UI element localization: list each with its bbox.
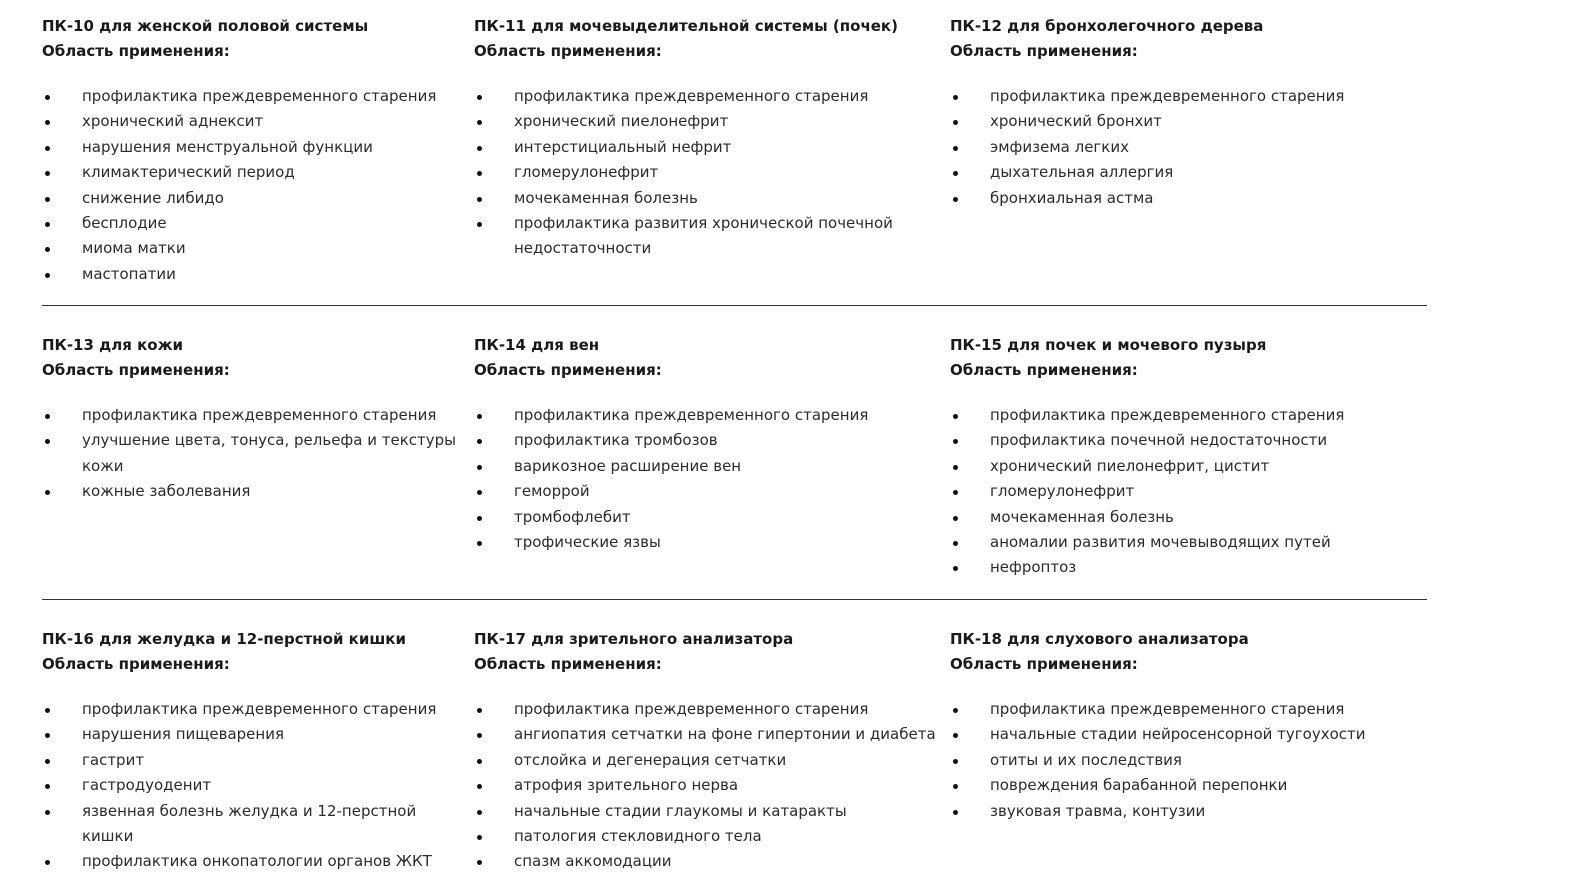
list-item bbox=[474, 722, 946, 747]
list-item bbox=[950, 722, 1420, 747]
list-item-text: снижение либидо bbox=[82, 188, 224, 207]
bullet-icon bbox=[953, 171, 958, 176]
bullet-icon bbox=[477, 465, 482, 470]
list-item-text: спазм аккомодации bbox=[514, 852, 672, 871]
list-item bbox=[474, 799, 946, 824]
list-item-text: тромбофлебит bbox=[514, 507, 631, 526]
bullet-icon bbox=[45, 120, 50, 125]
bullet-icon bbox=[45, 414, 50, 419]
list-item-text: бронхиальная астма bbox=[990, 188, 1154, 207]
bullet-icon bbox=[477, 708, 482, 713]
list-item-text: геморрой bbox=[514, 482, 590, 501]
list-item-text: профилактика онкопатологии органов ЖКТ bbox=[82, 852, 432, 871]
bullet-icon bbox=[477, 733, 482, 738]
list-item bbox=[950, 799, 1420, 824]
list-item-text: профилактика тромбозов bbox=[514, 431, 718, 450]
list-item bbox=[42, 262, 467, 287]
list-item-text: дыхательная аллергия bbox=[990, 163, 1174, 182]
list-item bbox=[950, 84, 1420, 109]
section-title: ПК-10 для женской половой системы bbox=[42, 17, 369, 35]
list-item-text: нефроптоз bbox=[990, 558, 1077, 577]
list-item-text: профилактика преждевременного старения bbox=[990, 700, 1345, 718]
list-item-text: хронический бронхит bbox=[990, 112, 1162, 131]
list-item bbox=[474, 505, 946, 530]
list-item-text: гломерулонефрит bbox=[514, 163, 659, 182]
list-item bbox=[474, 824, 946, 849]
bullet-icon bbox=[953, 566, 958, 571]
list-item-text: профилактика преждевременного старения bbox=[514, 406, 869, 424]
list-item bbox=[950, 109, 1420, 134]
list-item bbox=[42, 428, 467, 479]
bullet-icon bbox=[953, 516, 958, 521]
product-section-pk13 bbox=[42, 333, 467, 505]
list-item bbox=[950, 505, 1420, 530]
bullet-icon bbox=[45, 95, 50, 100]
list-item-text: звуковая травма, контузии bbox=[990, 801, 1206, 820]
bullet-icon bbox=[477, 810, 482, 815]
list-item bbox=[950, 160, 1420, 185]
list-item-text: начальные стадии нейросенсорной тугоухости bbox=[990, 725, 1366, 744]
section-subtitle: Область применения: bbox=[474, 655, 662, 673]
section-title: ПК-18 для слухового анализатора bbox=[950, 630, 1249, 648]
indications-list bbox=[474, 697, 946, 875]
list-item-text: бесплодие bbox=[82, 214, 167, 233]
section-title: ПК-14 для вен bbox=[474, 336, 600, 354]
section-subtitle: Область применения: bbox=[474, 361, 662, 379]
product-section-pk15 bbox=[950, 333, 1420, 581]
list-item bbox=[42, 211, 467, 236]
bullet-icon bbox=[953, 465, 958, 470]
bullet-icon bbox=[45, 222, 50, 227]
list-item bbox=[474, 135, 946, 160]
indications-list bbox=[950, 84, 1420, 211]
bullet-icon bbox=[477, 439, 482, 444]
list-item-text: профилактика преждевременного старения bbox=[82, 406, 437, 424]
list-item-text: гастродуоденит bbox=[82, 776, 212, 795]
list-item bbox=[42, 849, 467, 874]
list-item bbox=[950, 186, 1420, 211]
bullet-icon bbox=[477, 835, 482, 840]
bullet-icon bbox=[45, 708, 50, 713]
list-item bbox=[474, 109, 946, 134]
indications-list bbox=[950, 403, 1420, 581]
bullet-icon bbox=[477, 171, 482, 176]
bullet-icon bbox=[45, 197, 50, 202]
list-item bbox=[42, 236, 467, 261]
list-item-text: нарушения пищеварения bbox=[82, 725, 284, 744]
bullet-icon bbox=[45, 171, 50, 176]
list-item-text: отиты и их последствия bbox=[990, 750, 1182, 769]
section-subtitle: Область применения: bbox=[950, 655, 1138, 673]
list-item bbox=[950, 748, 1420, 773]
indications-list bbox=[950, 697, 1420, 824]
bullet-icon bbox=[953, 490, 958, 495]
list-item bbox=[42, 748, 467, 773]
section-subtitle: Область применения: bbox=[42, 655, 230, 673]
section-title: ПК-17 для зрительного анализатора bbox=[474, 630, 794, 648]
list-item-text: трофические язвы bbox=[514, 533, 661, 552]
list-item-text: профилактика преждевременного старения bbox=[514, 87, 869, 105]
list-item-text: язвенная болезнь желудка и 12-перстной кишки bbox=[82, 801, 417, 846]
bullet-icon bbox=[45, 784, 50, 789]
list-item bbox=[474, 773, 946, 798]
list-item-text: атрофия зрительного нерва bbox=[514, 776, 739, 795]
list-item-text: профилактика преждевременного старения bbox=[82, 700, 437, 718]
bullet-icon bbox=[477, 860, 482, 865]
list-item-text: варикозное расширение вен bbox=[514, 456, 742, 475]
list-item-text: интерстициальный нефрит bbox=[514, 137, 732, 156]
indications-list bbox=[474, 84, 946, 262]
bullet-icon bbox=[953, 759, 958, 764]
list-item-text: мочекаменная болезнь bbox=[990, 507, 1174, 526]
list-item bbox=[950, 530, 1420, 555]
list-item bbox=[474, 160, 946, 185]
product-section-pk14 bbox=[474, 333, 946, 555]
bullet-icon bbox=[477, 490, 482, 495]
list-item-text: ангиопатия сетчатки на фоне гипертонии и диабета bbox=[514, 725, 936, 744]
list-item bbox=[42, 186, 467, 211]
list-item bbox=[950, 697, 1420, 722]
list-item bbox=[950, 773, 1420, 798]
bullet-icon bbox=[953, 733, 958, 738]
section-subtitle: Область применения: bbox=[950, 42, 1138, 60]
bullet-icon bbox=[45, 439, 50, 444]
indications-list bbox=[474, 403, 946, 555]
list-item bbox=[474, 403, 946, 428]
bullet-icon bbox=[45, 273, 50, 278]
bullet-icon bbox=[477, 759, 482, 764]
bullet-icon bbox=[953, 784, 958, 789]
list-item-text: миома матки bbox=[82, 239, 186, 258]
section-title: ПК-11 для мочевыделительной системы (почек) bbox=[474, 17, 898, 35]
list-item-text: мочекаменная болезнь bbox=[514, 188, 698, 207]
bullet-icon bbox=[477, 516, 482, 521]
indications-list bbox=[42, 403, 467, 505]
bullet-icon bbox=[953, 439, 958, 444]
list-item bbox=[42, 160, 467, 185]
bullet-icon bbox=[45, 759, 50, 764]
bullet-icon bbox=[45, 860, 50, 865]
list-item-text: профилактика преждевременного старения bbox=[990, 406, 1345, 424]
section-title: ПК-16 для желудка и 12-перстной кишки bbox=[42, 630, 406, 648]
bullet-icon bbox=[953, 197, 958, 202]
section-subtitle: Область применения: bbox=[42, 361, 230, 379]
bullet-icon bbox=[477, 222, 482, 227]
section-subtitle: Область применения: bbox=[42, 42, 230, 60]
list-item-text: нарушения менструальной функции bbox=[82, 137, 373, 156]
bullet-icon bbox=[477, 146, 482, 151]
list-item-text: профилактика преждевременного старения bbox=[82, 87, 437, 105]
list-item-text: гломерулонефрит bbox=[990, 482, 1135, 501]
list-item-text: эмфизема легких bbox=[990, 137, 1129, 156]
list-item bbox=[474, 479, 946, 504]
row-divider bbox=[42, 599, 1427, 600]
list-item bbox=[950, 555, 1420, 580]
product-section-pk10 bbox=[42, 14, 467, 287]
bullet-icon bbox=[953, 414, 958, 419]
list-item bbox=[42, 109, 467, 134]
list-item-text: профилактика развития хронической почечной недостаточности bbox=[514, 214, 893, 258]
list-item bbox=[42, 135, 467, 160]
list-item bbox=[42, 697, 467, 722]
list-item bbox=[950, 454, 1420, 479]
product-section-pk17 bbox=[474, 627, 946, 875]
list-item bbox=[474, 530, 946, 555]
list-item-text: повреждения барабанной перепонки bbox=[990, 776, 1288, 795]
list-item-text: хронический пиелонефрит, цистит bbox=[990, 456, 1270, 475]
list-item-text: кожные заболевания bbox=[82, 482, 251, 501]
bullet-icon bbox=[477, 784, 482, 789]
list-item bbox=[42, 403, 467, 428]
list-item-text: гастрит bbox=[82, 750, 145, 769]
list-item bbox=[474, 186, 946, 211]
list-item bbox=[42, 799, 467, 850]
section-title: ПК-12 для бронхолегочного дерева bbox=[950, 17, 1264, 35]
list-item bbox=[474, 428, 946, 453]
list-item-text: профилактика преждевременного старения bbox=[514, 700, 869, 718]
bullet-icon bbox=[45, 810, 50, 815]
bullet-icon bbox=[45, 247, 50, 252]
list-item-text: аномалии развития мочевыводящих путей bbox=[990, 533, 1331, 552]
bullet-icon bbox=[477, 197, 482, 202]
section-title: ПК-15 для почек и мочевого пузыря bbox=[950, 336, 1267, 354]
section-subtitle: Область применения: bbox=[950, 361, 1138, 379]
product-section-pk18 bbox=[950, 627, 1420, 824]
bullet-icon bbox=[477, 414, 482, 419]
list-item bbox=[474, 84, 946, 109]
bullet-icon bbox=[45, 733, 50, 738]
list-item bbox=[950, 428, 1420, 453]
bullet-icon bbox=[953, 120, 958, 125]
list-item bbox=[42, 479, 467, 504]
bullet-icon bbox=[953, 541, 958, 546]
bullet-icon bbox=[953, 810, 958, 815]
list-item bbox=[474, 454, 946, 479]
product-section-pk11 bbox=[474, 14, 946, 262]
list-item bbox=[474, 211, 946, 262]
product-section-pk16 bbox=[42, 627, 467, 875]
list-item bbox=[950, 403, 1420, 428]
list-item bbox=[474, 697, 946, 722]
list-item bbox=[42, 773, 467, 798]
indications-list bbox=[42, 697, 467, 875]
bullet-icon bbox=[477, 120, 482, 125]
list-item-text: профилактика преждевременного старения bbox=[990, 87, 1345, 105]
list-item bbox=[42, 84, 467, 109]
bullet-icon bbox=[953, 708, 958, 713]
list-item-text: климактерический период bbox=[82, 163, 295, 182]
list-item bbox=[474, 849, 946, 874]
bullet-icon bbox=[477, 95, 482, 100]
bullet-icon bbox=[953, 95, 958, 100]
list-item-text: профилактика почечной недостаточности bbox=[990, 431, 1328, 450]
list-item-text: хронический аднексит bbox=[82, 112, 264, 131]
list-item-text: мастопатии bbox=[82, 264, 176, 283]
indications-list bbox=[42, 84, 467, 287]
list-item-text: хронический пиелонефрит bbox=[514, 112, 729, 131]
list-item bbox=[950, 135, 1420, 160]
list-item-text: улучшение цвета, тонуса, рельефа и текстуры кожи bbox=[82, 431, 456, 475]
bullet-icon bbox=[45, 146, 50, 151]
list-item-text: отслойка и дегенерация сетчатки bbox=[514, 750, 787, 769]
section-title: ПК-13 для кожи bbox=[42, 336, 184, 354]
list-item bbox=[474, 748, 946, 773]
bullet-icon bbox=[477, 541, 482, 546]
row-divider bbox=[42, 305, 1427, 306]
list-item-text: патология стекловидного тела bbox=[514, 827, 762, 846]
product-section-pk12 bbox=[950, 14, 1420, 211]
section-subtitle: Область применения: bbox=[474, 42, 662, 60]
bullet-icon bbox=[45, 490, 50, 495]
list-item-text: начальные стадии глаукомы и катаракты bbox=[514, 801, 847, 820]
list-item bbox=[950, 479, 1420, 504]
bullet-icon bbox=[953, 146, 958, 151]
list-item bbox=[42, 722, 467, 747]
